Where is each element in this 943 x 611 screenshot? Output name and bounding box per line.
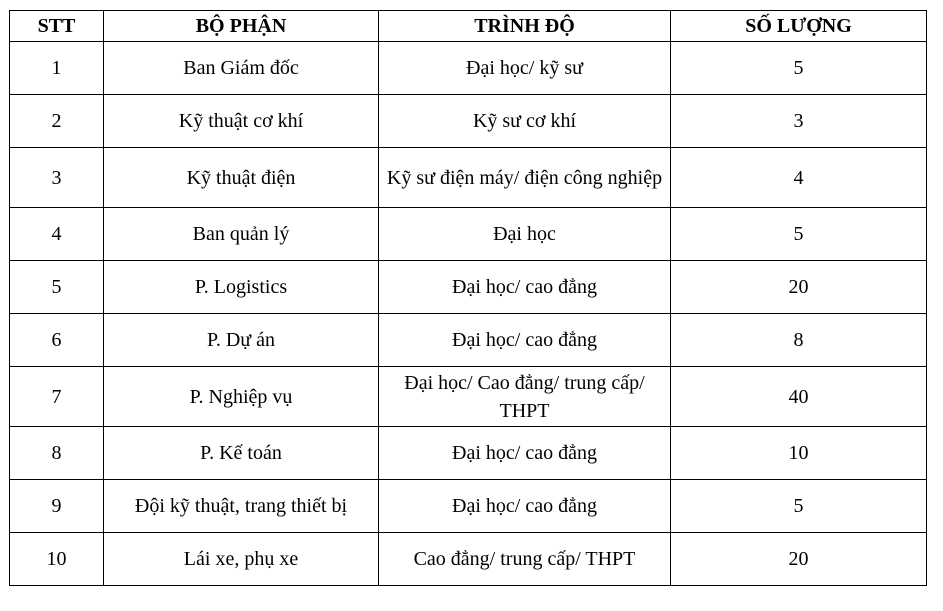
cell-stt: 7: [10, 367, 104, 427]
cell-qualification: Kỹ sư điện máy/ điện công nghiệp: [379, 148, 671, 208]
cell-qualification: Đại học/ cao đẳng: [379, 314, 671, 367]
cell-quantity: 40: [671, 367, 927, 427]
cell-quantity: 5: [671, 42, 927, 95]
cell-quantity: 8: [671, 314, 927, 367]
cell-department: P. Logistics: [104, 261, 379, 314]
header-stt: STT: [10, 11, 104, 42]
cell-stt: 4: [10, 208, 104, 261]
header-qualification: TRÌNH ĐỘ: [379, 11, 671, 42]
cell-stt: 9: [10, 480, 104, 533]
staffing-table-container: [9, 10, 927, 586]
cell-quantity: 20: [671, 533, 927, 586]
cell-department: Kỹ thuật cơ khí: [104, 95, 379, 148]
cell-stt: 1: [10, 42, 104, 95]
cell-qualification: Đại học/ cao đẳng: [379, 480, 671, 533]
staffing-table: [9, 10, 927, 586]
cell-quantity: 20: [671, 261, 927, 314]
table-row: [10, 314, 927, 367]
table-row: [10, 95, 927, 148]
cell-quantity: 5: [671, 208, 927, 261]
header-row: [10, 11, 927, 42]
header-quantity: SỐ LƯỢNG: [671, 11, 927, 42]
cell-stt: 8: [10, 427, 104, 480]
table-row: [10, 367, 927, 427]
cell-qualification: Đại học/ cao đẳng: [379, 427, 671, 480]
cell-stt: 6: [10, 314, 104, 367]
table-row: [10, 208, 927, 261]
cell-qualification: Đại học/ cao đẳng: [379, 261, 671, 314]
cell-qualification: Đại học/ kỹ sư: [379, 42, 671, 95]
cell-qualification: Cao đẳng/ trung cấp/ THPT: [379, 533, 671, 586]
header-department: BỘ PHẬN: [104, 11, 379, 42]
table-row: [10, 261, 927, 314]
table-row: [10, 533, 927, 586]
cell-department: Ban Giám đốc: [104, 42, 379, 95]
cell-quantity: 4: [671, 148, 927, 208]
cell-qualification: Kỹ sư cơ khí: [379, 95, 671, 148]
table-header: [10, 11, 927, 42]
table-row: [10, 427, 927, 480]
cell-department: P. Nghiệp vụ: [104, 367, 379, 427]
cell-qualification: Đại học/ Cao đẳng/ trung cấp/ THPT: [379, 367, 671, 427]
cell-quantity: 10: [671, 427, 927, 480]
cell-quantity: 5: [671, 480, 927, 533]
cell-department: P. Dự án: [104, 314, 379, 367]
cell-qualification: Đại học: [379, 208, 671, 261]
table-row: [10, 42, 927, 95]
cell-department: Kỹ thuật điện: [104, 148, 379, 208]
cell-stt: 3: [10, 148, 104, 208]
cell-department: Đội kỹ thuật, trang thiết bị: [104, 480, 379, 533]
table-row: [10, 148, 927, 208]
cell-department: P. Kế toán: [104, 427, 379, 480]
cell-department: Lái xe, phụ xe: [104, 533, 379, 586]
table-body: [10, 42, 927, 586]
cell-stt: 2: [10, 95, 104, 148]
cell-stt: 5: [10, 261, 104, 314]
cell-quantity: 3: [671, 95, 927, 148]
cell-stt: 10: [10, 533, 104, 586]
cell-department: Ban quản lý: [104, 208, 379, 261]
table-row: [10, 480, 927, 533]
